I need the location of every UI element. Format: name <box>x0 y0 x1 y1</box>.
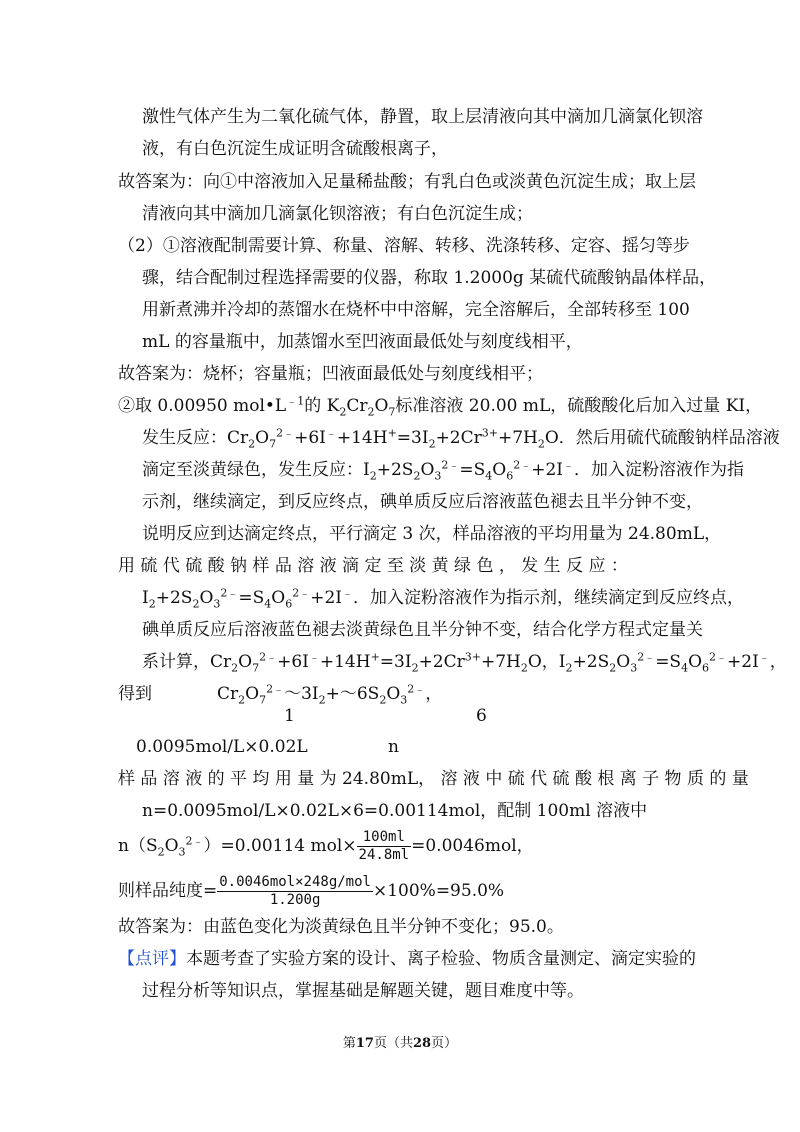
text-span: n（S <box>118 836 158 856</box>
subscript: 4 <box>485 469 493 483</box>
text-span: +2S <box>376 460 414 480</box>
text-span: O <box>238 652 253 672</box>
superscript: 2﹣ <box>407 682 426 696</box>
text-line: （2）①溶液配制需要计算、称量、溶解、转移、洗涤转移、定容、摇匀等步 <box>118 236 690 256</box>
superscript: + <box>387 426 397 440</box>
text-line: 样 品 溶 液 的 平 均 用 量 为 24.80mL， 溶 液 中 硫 代 硫 酸 根 离 子 物 质 的 量 <box>118 769 749 789</box>
footer-text: 页） <box>431 1036 458 1051</box>
text-line <box>118 395 762 417</box>
text-line: 过程分析等知识点，掌握基础是解题关键，题目难度中等。 <box>142 981 584 1001</box>
text-line: 用新煮沸并冷却的蒸馏水在烧杯中中溶解，完全溶解后，全部转移至 100 <box>142 300 690 320</box>
text-span: ×100%=95.0% <box>372 881 505 901</box>
subscript: 2 <box>157 845 165 859</box>
subscript: 3 <box>178 845 186 859</box>
text-line: 1 <box>284 706 295 726</box>
text-line <box>142 459 744 481</box>
text-line <box>142 651 787 673</box>
text-line: 碘单质反应后溶液蓝色褪去淡黄绿色且半分钟不变，结合化学方程式定量关 <box>142 620 703 640</box>
subscript: 2 <box>192 597 200 611</box>
subscript: 3 <box>400 693 408 707</box>
text-span: O <box>199 588 214 608</box>
text-span: 滴定至淡黄绿色，发生反应：I <box>142 460 370 480</box>
text-span: O <box>245 684 260 704</box>
text-span: +2Cr <box>435 428 482 448</box>
text-span: +14H <box>319 652 371 672</box>
text-span: O．然后用硫代硫酸钠样品溶液 <box>544 428 780 448</box>
text-line: n=0.0095mol/L×0.02L×6=0.00114mol，配制 100ml 溶液中 <box>142 801 648 821</box>
text-span: +～6S <box>325 684 380 704</box>
subscript: 2 <box>565 661 573 675</box>
superscript: 2﹣ <box>266 682 285 696</box>
text-span: ， <box>425 684 443 704</box>
text-span: =S <box>459 460 486 480</box>
text-span: +7H <box>480 652 521 672</box>
fraction-numerator: 100ml <box>357 829 412 847</box>
text-span: 发生反应：Cr <box>142 428 249 448</box>
superscript: ﹣ <box>325 426 337 440</box>
text-span: +7H <box>497 428 538 448</box>
subscript: 2 <box>367 405 375 419</box>
subscript: 6 <box>506 469 514 483</box>
text-line: 用 硫 代 硫 酸 钠 样 品 溶 液 滴 定 至 淡 黄 绿 色 ， 发 生 反 应 ： <box>118 556 628 576</box>
text-span: =3I <box>396 428 429 448</box>
subscript: 2 <box>248 437 256 451</box>
text-line: 故答案为：由蓝色变化为淡黄绿色且半分钟不变化；95.0。 <box>118 917 564 937</box>
subscript: 2 <box>428 437 436 451</box>
superscript: 2﹣ <box>441 458 460 472</box>
superscript: 2﹣ <box>637 650 656 664</box>
text-span: O <box>374 396 389 416</box>
subscript: 7 <box>269 437 277 451</box>
text-span: 标准溶液 20.00 mL，硫酸酸化后加入过量 KI， <box>395 396 763 416</box>
text-line: mL 的容量瓶中，加蒸馏水至凹液面最低处与刻度线相平， <box>142 332 583 352</box>
text-line: 清液向其中滴加几滴氯化钡溶液；有白色沉淀生成； <box>142 204 533 224</box>
text-line: 故答案为：向①中溶液加入足量稀盐酸；有乳白色或淡黄色沉淀生成；取上层 <box>118 172 696 192</box>
text-line: n <box>388 737 399 757</box>
subscript: 2 <box>339 405 347 419</box>
superscript: + <box>370 650 380 664</box>
text-line: 骤，结合配制过程选择需要的仪器，称取 1.2000g 某硫代硫酸钠晶体样品， <box>142 268 717 288</box>
subscript: 2 <box>369 469 377 483</box>
superscript: ﹣ <box>308 650 320 664</box>
text-span: +14H <box>336 428 388 448</box>
comment-tag: 【点评】 <box>118 949 186 969</box>
subscript: 2 <box>379 693 387 707</box>
text-span: Cr <box>346 396 368 416</box>
superscript: 3+ <box>464 650 481 664</box>
subscript: 2 <box>520 661 528 675</box>
text-line <box>118 829 534 864</box>
text-span: O <box>164 836 179 856</box>
page-number: 17 <box>355 1036 374 1051</box>
text-span: =S <box>655 652 682 672</box>
footer-text: 第 <box>342 1036 356 1051</box>
text-span: ．加入淀粉溶液作为指示剂，继续滴定到反应终点， <box>352 588 744 608</box>
subscript: 2 <box>537 437 545 451</box>
subscript: 4 <box>681 661 689 675</box>
text-line <box>142 587 744 609</box>
text-span: ）=0.00114 mol× <box>203 836 357 856</box>
superscript: ﹣ <box>758 650 770 664</box>
text-line <box>142 427 780 449</box>
text-span: O <box>492 460 507 480</box>
subscript: 3 <box>213 597 221 611</box>
text-span: ②取 0.00950 mol•L <box>118 396 287 416</box>
text-span: O，I <box>527 652 566 672</box>
text-span: +6I <box>294 428 326 448</box>
subscript: 2 <box>413 469 421 483</box>
text-line <box>217 683 442 705</box>
subscript: 2 <box>148 597 156 611</box>
text-span: O <box>688 652 703 672</box>
superscript: 2﹣ <box>220 586 239 600</box>
text-line: 液，有白色沉淀生成证明含硫酸根离子， <box>142 139 448 159</box>
text-span: ～3I <box>284 684 319 704</box>
text-span: 则样品纯度= <box>118 881 218 901</box>
text-span: O <box>271 588 286 608</box>
subscript: 7 <box>252 661 260 675</box>
superscript: ﹣ <box>341 586 353 600</box>
fraction-numerator: 0.0046mol×248g/mol <box>219 874 371 890</box>
subscript: 2 <box>411 661 419 675</box>
text-span: =3I <box>379 652 412 672</box>
text-span: Cr <box>217 684 239 704</box>
text-span: +2Cr <box>418 652 465 672</box>
volume-fraction <box>357 829 412 864</box>
text-span: ， <box>769 652 787 672</box>
fraction-denominator: 24.8ml <box>358 847 410 863</box>
text-span: 系计算，Cr <box>142 652 232 672</box>
superscript: 2﹣ <box>276 426 295 440</box>
superscript: 2﹣ <box>185 834 204 848</box>
text-span: O <box>420 460 435 480</box>
superscript: 2﹣ <box>709 650 728 664</box>
text-span: +2I <box>310 588 342 608</box>
text-span: =S <box>238 588 265 608</box>
text-span: +2I <box>727 652 759 672</box>
text-span: +2S <box>155 588 193 608</box>
text-span: +6I <box>277 652 309 672</box>
superscript: 2﹣ <box>513 458 532 472</box>
purity-fraction <box>217 874 373 909</box>
text-line: 说明反应到达滴定终点，平行滴定 3 次，样品溶液的平均用量为 24.80mL， <box>142 524 722 544</box>
text-line: 得到 <box>118 684 152 704</box>
footer-text: 页（共 <box>373 1036 413 1051</box>
text-line <box>118 948 696 970</box>
subscript: 3 <box>434 469 442 483</box>
fraction-denominator: 1.200g <box>269 892 321 908</box>
text-line <box>118 874 504 909</box>
text-line: 激性气体产生为二氧化硫气体，静置，取上层清液向其中滴加几滴氯化钡溶 <box>142 107 703 127</box>
superscript: 2﹣ <box>259 650 278 664</box>
subscript: 7 <box>388 405 396 419</box>
text-span: =0.0046mol， <box>411 836 534 856</box>
text-line: 故答案为：烧杯；容量瓶；凹液面最低处与刻度线相平； <box>118 364 543 384</box>
text-span: +2I <box>531 460 563 480</box>
subscript: 6 <box>702 661 710 675</box>
text-span: O <box>386 684 401 704</box>
subscript: 4 <box>264 597 272 611</box>
text-line: 6 <box>476 706 487 726</box>
superscript: ﹣1 <box>286 394 305 408</box>
text-span: 本题考查了实验方案的设计、离子检验、物质含量测定、滴定实验的 <box>186 949 696 969</box>
subscript: 3 <box>630 661 638 675</box>
subscript: 2 <box>318 693 326 707</box>
text-span: O <box>255 428 270 448</box>
page-footer <box>0 1036 800 1052</box>
text-span: O <box>616 652 631 672</box>
text-span: 的 K <box>304 396 340 416</box>
superscript: 2﹣ <box>292 586 311 600</box>
subscript: 6 <box>285 597 293 611</box>
text-span: +2S <box>572 652 610 672</box>
subscript: 2 <box>238 693 246 707</box>
text-span: ．加入淀粉溶液作为指 <box>573 460 744 480</box>
total-pages: 28 <box>413 1036 432 1051</box>
subscript: 7 <box>259 693 267 707</box>
subscript: 2 <box>231 661 239 675</box>
subscript: 2 <box>609 661 617 675</box>
text-span: I <box>142 588 149 608</box>
text-line: 示剂，继续滴定，到反应终点，碘单质反应后溶液蓝色褪去且半分钟不变， <box>142 492 703 512</box>
superscript: ﹣ <box>562 458 574 472</box>
text-line: 0.0095mol/L×0.02L <box>136 737 308 757</box>
superscript: 3+ <box>481 426 498 440</box>
